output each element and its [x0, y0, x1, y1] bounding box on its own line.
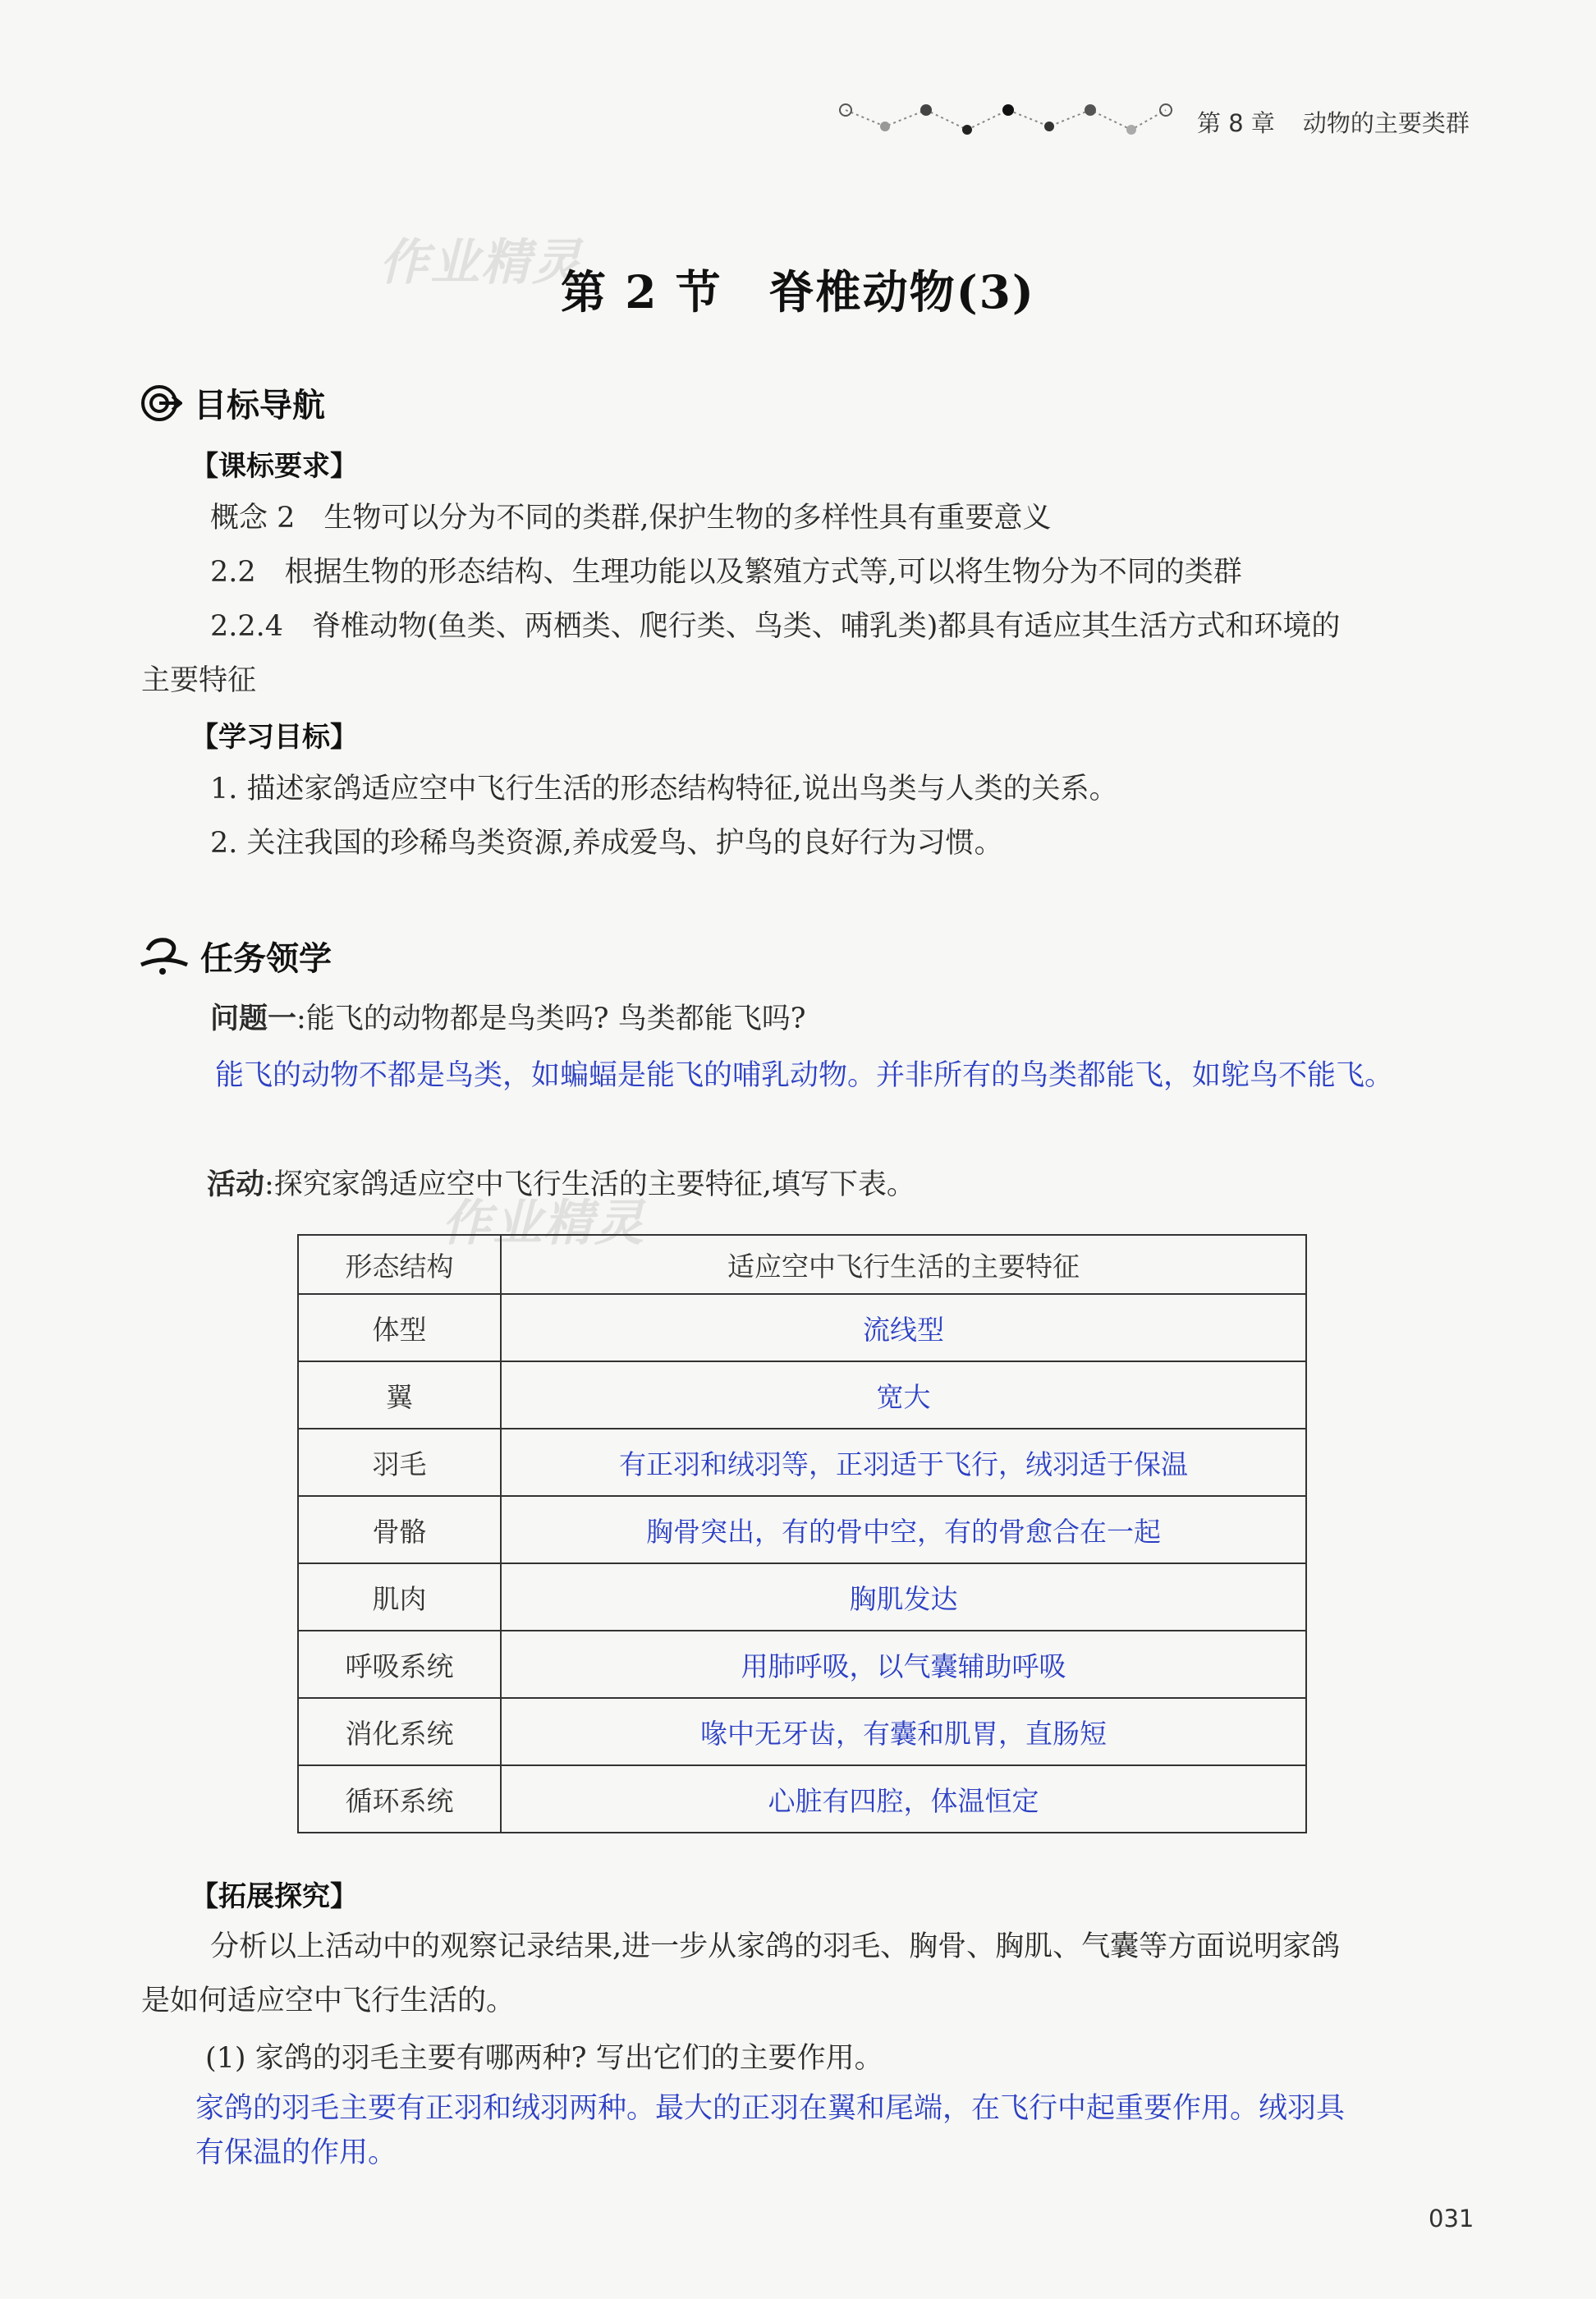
- table-cell-structure: 体型: [298, 1294, 501, 1361]
- watermark: 作业精灵: [442, 1195, 645, 1252]
- header-dots-decoration: [829, 92, 1182, 141]
- sub-question-1-answer: 家鸽的羽毛主要有正羽和绒羽两种。最大的正羽在翼和尾端，在飞行中起重要作用。绒羽具: [195, 2092, 1346, 2125]
- curriculum-heading: 【课标要求】: [190, 450, 358, 483]
- curriculum-line: 概念 2 生物可以分为不同的类群,保护生物的多样性具有重要意义: [210, 502, 1052, 535]
- sub-question-1: (1) 家鸽的羽毛主要有哪两种? 写出它们的主要作用。: [205, 2042, 883, 2075]
- table-cell-feature: 喙中无牙齿，有囊和肌胃，直肠短: [501, 1698, 1306, 1765]
- table-row: [298, 1294, 1306, 1361]
- table-cell-feature: 宽大: [501, 1361, 1306, 1429]
- table-row: [298, 1698, 1306, 1765]
- sub-question-1-answer: 有保温的作用。: [195, 2136, 397, 2169]
- objective-item: 1. 描述家鸽适应空中飞行生活的形态结构特征,说出鸟类与人类的关系。: [210, 773, 1118, 805]
- goal-heading-text: 目标导航: [194, 387, 325, 424]
- table-cell-feature: 胸骨突出，有的骨中空，有的骨愈合在一起: [501, 1496, 1306, 1563]
- table-cell-feature: 胸肌发达: [501, 1563, 1306, 1631]
- table-header-cell: 形态结构: [298, 1235, 501, 1294]
- objectives-heading: 【学习目标】: [190, 721, 358, 754]
- table-cell-structure: 翼: [298, 1361, 501, 1429]
- chapter-header: [1197, 105, 1470, 139]
- goal-section-heading: [140, 379, 325, 426]
- chapter-name: 动物的主要类群: [1302, 109, 1470, 137]
- extend-heading: 【拓展探究】: [190, 1880, 358, 1913]
- task-section-heading: [140, 933, 332, 980]
- extend-text-line: 是如何适应空中飞行生活的。: [141, 1985, 516, 2017]
- curriculum-line: 主要特征: [141, 664, 257, 697]
- table-row: [298, 1563, 1306, 1631]
- curriculum-line: 2.2.4 脊椎动物(鱼类、两栖类、爬行类、鸟类、哺乳类)都具有适应其生活方式和环境的: [210, 610, 1341, 643]
- table-cell-structure: 羽毛: [298, 1429, 501, 1496]
- target-icon: [140, 382, 182, 424]
- table-row: [298, 1361, 1306, 1429]
- table-cell-structure: 消化系统: [298, 1698, 501, 1765]
- table-cell-structure: 骨骼: [298, 1496, 501, 1563]
- question-one-label: 问题一: [210, 1003, 297, 1035]
- table-cell-feature: 心脏有四腔，体温恒定: [501, 1765, 1306, 1833]
- activity-prompt: [207, 1158, 915, 1212]
- chapter-number: 第 8 章: [1197, 109, 1275, 137]
- table-cell-feature: 流线型: [501, 1294, 1306, 1361]
- table-cell-feature: 用肺呼吸，以气囊辅助呼吸: [501, 1631, 1306, 1698]
- activity-text: :探究家鸽适应空中飞行生活的主要特征,填写下表。: [264, 1168, 915, 1201]
- table-header-row: [298, 1235, 1306, 1294]
- table-row: [298, 1631, 1306, 1698]
- features-table: [297, 1234, 1307, 1833]
- table-header-cell: 适应空中飞行生活的主要特征: [501, 1235, 1306, 1294]
- question-one: [210, 992, 805, 1046]
- page-title: 第 2 节 脊椎动物(3): [561, 265, 1035, 319]
- table-cell-structure: 呼吸系统: [298, 1631, 501, 1698]
- activity-label: 活动: [207, 1168, 265, 1201]
- watermark: 作业精灵: [379, 234, 583, 291]
- table-cell-structure: 循环系统: [298, 1765, 501, 1833]
- table-cell-feature: 有正羽和绒羽等，正羽适于飞行，绒羽适于保温: [501, 1429, 1306, 1496]
- question-one-answer: 能飞的动物不都是鸟类，如蝙蝠是能飞的哺乳动物。并非所有的鸟类都能飞，如鸵鸟不能飞。: [215, 1059, 1394, 1092]
- table-row: [298, 1429, 1306, 1496]
- table-cell-structure: 肌肉: [298, 1563, 501, 1631]
- objective-item: 2. 关注我国的珍稀鸟类资源,养成爱鸟、护鸟的良好行为习惯。: [210, 827, 1003, 860]
- table-row: [298, 1496, 1306, 1563]
- page-number: 031: [1429, 2205, 1474, 2232]
- task-heading-text: 任务领学: [200, 940, 332, 978]
- curriculum-line: 2.2 根据生物的形态结构、生理功能以及繁殖方式等,可以将生物分为不同的类群: [210, 556, 1242, 589]
- question-one-text: :能飞的动物都是鸟类吗? 鸟类都能飞吗?: [296, 1003, 806, 1035]
- task-icon: [140, 937, 189, 976]
- table-row: [298, 1765, 1306, 1833]
- extend-text-line: 分析以上活动中的观察记录结果,进一步从家鸽的羽毛、胸骨、胸肌、气囊等方面说明家鸽: [210, 1930, 1341, 1963]
